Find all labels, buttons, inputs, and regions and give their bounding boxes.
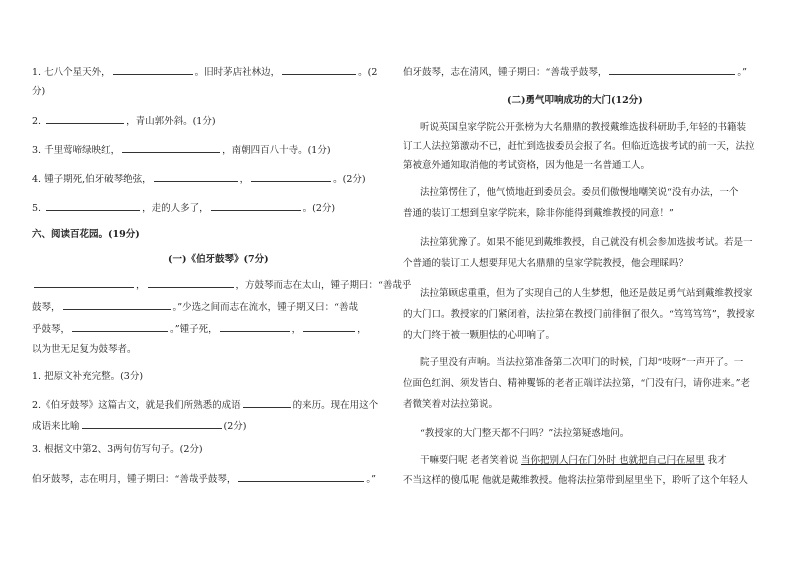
answer-blank[interactable]	[211, 200, 301, 211]
p7-line-2: 不当这样的傻瓜呢 他就是戴维教授。他将法拉第带到屋里坐下，聆听了这个年轻人	[403, 475, 749, 486]
reading-q1: 1. 把原文补充完整。(3分)	[32, 371, 144, 382]
p2-line-2: 普通的装订工想到皇家学院来，除非你能得到戴维教授的同意！”	[403, 208, 674, 219]
passage-line-4: 以为世无足复为鼓琴者。	[32, 344, 137, 355]
reading-q3: 3. 根据文中第2、3两句仿写句子。(2分)	[32, 444, 203, 455]
answer-blank[interactable]	[72, 321, 168, 332]
p4-line-1: 法拉第顾虑重重，但为了实现自己的人生梦想，他还是鼓足勇气站到戴维教授家	[420, 288, 753, 299]
answer-blank[interactable]	[63, 299, 171, 310]
reading-q3-line2: 伯牙鼓琴，志在清风，锺子期曰：“善哉乎鼓琴， 。”	[403, 64, 747, 79]
p5-line-1: 院子里没有声响。当法拉第准备第二次叩门的时候，门却“吱呀”一声开了。一	[420, 357, 744, 368]
p7-line-1: 干嘛要闩呢 老者笑着说 当你把别人闩在门外时 也就把自己闩在屋里 我才	[420, 455, 727, 466]
p1-line-2: 订工人法拉第激动不已，赶忙到选拔委员会报了名。但临近选拔考试的前一天，法拉	[403, 141, 755, 152]
p1-line-3: 第被意外通知取消他的考试资格，因为他是一名普通工人。	[403, 160, 651, 171]
p6-line: “教授家的大门整天都不闩吗？”法拉第疑惑地问。	[420, 428, 630, 439]
reading-1-title: (一)《伯牙鼓琴》(7分)	[168, 254, 269, 265]
question-1: 1. 七八个星天外， 。旧时茅店社林边， 。(2	[32, 64, 377, 79]
answer-blank[interactable]	[113, 64, 193, 75]
question-5: 5. ，走的人多了， 。(2分)	[32, 200, 335, 215]
answer-blank[interactable]	[34, 277, 134, 288]
answer-blank[interactable]	[220, 321, 290, 332]
reading-q3-line1: 伯牙鼓琴，志在明月，锺子期曰：“善哉乎鼓琴， 。”	[32, 471, 376, 486]
answer-blank[interactable]	[251, 171, 331, 182]
answer-blank[interactable]	[82, 418, 222, 429]
answer-blank[interactable]	[148, 277, 234, 288]
p5-line-2: 位面色红润、须发皆白、精神矍铄的老者正端详法拉第，“门没有闩，请你进来。”老	[403, 378, 750, 389]
answer-blank[interactable]	[46, 113, 124, 124]
question-1-cont: 分)	[32, 86, 46, 97]
passage-line-3: 乎鼓琴， 。”锺子死， ， ，	[32, 321, 367, 336]
section-6-heading: 六、阅读百花园。(19分)	[32, 229, 140, 240]
question-4: 4. 锺子期死,伯牙破琴绝弦， ， 。(2分)	[32, 171, 366, 186]
p5-line-3: 者微笑着对法拉第说。	[403, 399, 499, 410]
answer-blank[interactable]	[154, 171, 238, 182]
answer-blank[interactable]	[46, 200, 140, 211]
passage-line-1: ， ，方鼓琴而志在太山，锺子期曰：“善哉乎	[32, 277, 411, 292]
p3-line-1: 法拉第犹豫了。如果不能见到戴维教授，自己就没有机会参加选拔考试。若是一	[420, 237, 753, 248]
reading-q2: 2.《伯牙鼓琴》这篇古文，就是我们所熟悉的成语 的来历。现在用这个	[32, 397, 378, 412]
p4-line-2: 的大门口。教授家的门紧闭着，法拉第在教授门前徘徊了很久。“笃笃笃笃”，教授家	[403, 309, 755, 320]
answer-blank[interactable]	[238, 471, 364, 482]
answer-blank[interactable]	[282, 64, 356, 75]
underlined-sentence: 当你把别人闩在门外时 也就把自己闩在屋里	[521, 455, 705, 466]
answer-blank[interactable]	[243, 397, 291, 408]
question-3: 3. 千里莺啼绿映红， ，南朝四百八十寺。(1分)	[32, 142, 331, 157]
p4-line-3: 的大门终于被一颗胆怯的心叩响了。	[403, 330, 556, 341]
p2-line-1: 法拉第愣住了，他气愤地赶到委员会。委员们傲慢地嘲笑说“没有办法，一个	[420, 187, 739, 198]
passage-line-2: 鼓琴， 。”少选之间而志在流水，锺子期又曰：“善哉	[32, 299, 358, 314]
answer-blank[interactable]	[122, 142, 220, 153]
question-2: 2. ，青山郭外斜。(1分)	[32, 113, 216, 128]
p3-line-2: 个普通的装订工人想要拜见大名鼎鼎的皇家学院教授，他会理睬吗？	[403, 258, 689, 269]
reading-q2-cont: 成语来比喻 (2分)	[32, 418, 246, 433]
answer-blank[interactable]	[609, 64, 735, 75]
p1-line-1: 听说英国皇家学院公开张榜为大名鼎鼎的教授戴维选拔科研助手,年轻的书籍装	[420, 122, 747, 133]
reading-2-title: (二)勇气叩响成功的大门(12分)	[507, 95, 643, 106]
answer-blank[interactable]	[303, 321, 355, 332]
